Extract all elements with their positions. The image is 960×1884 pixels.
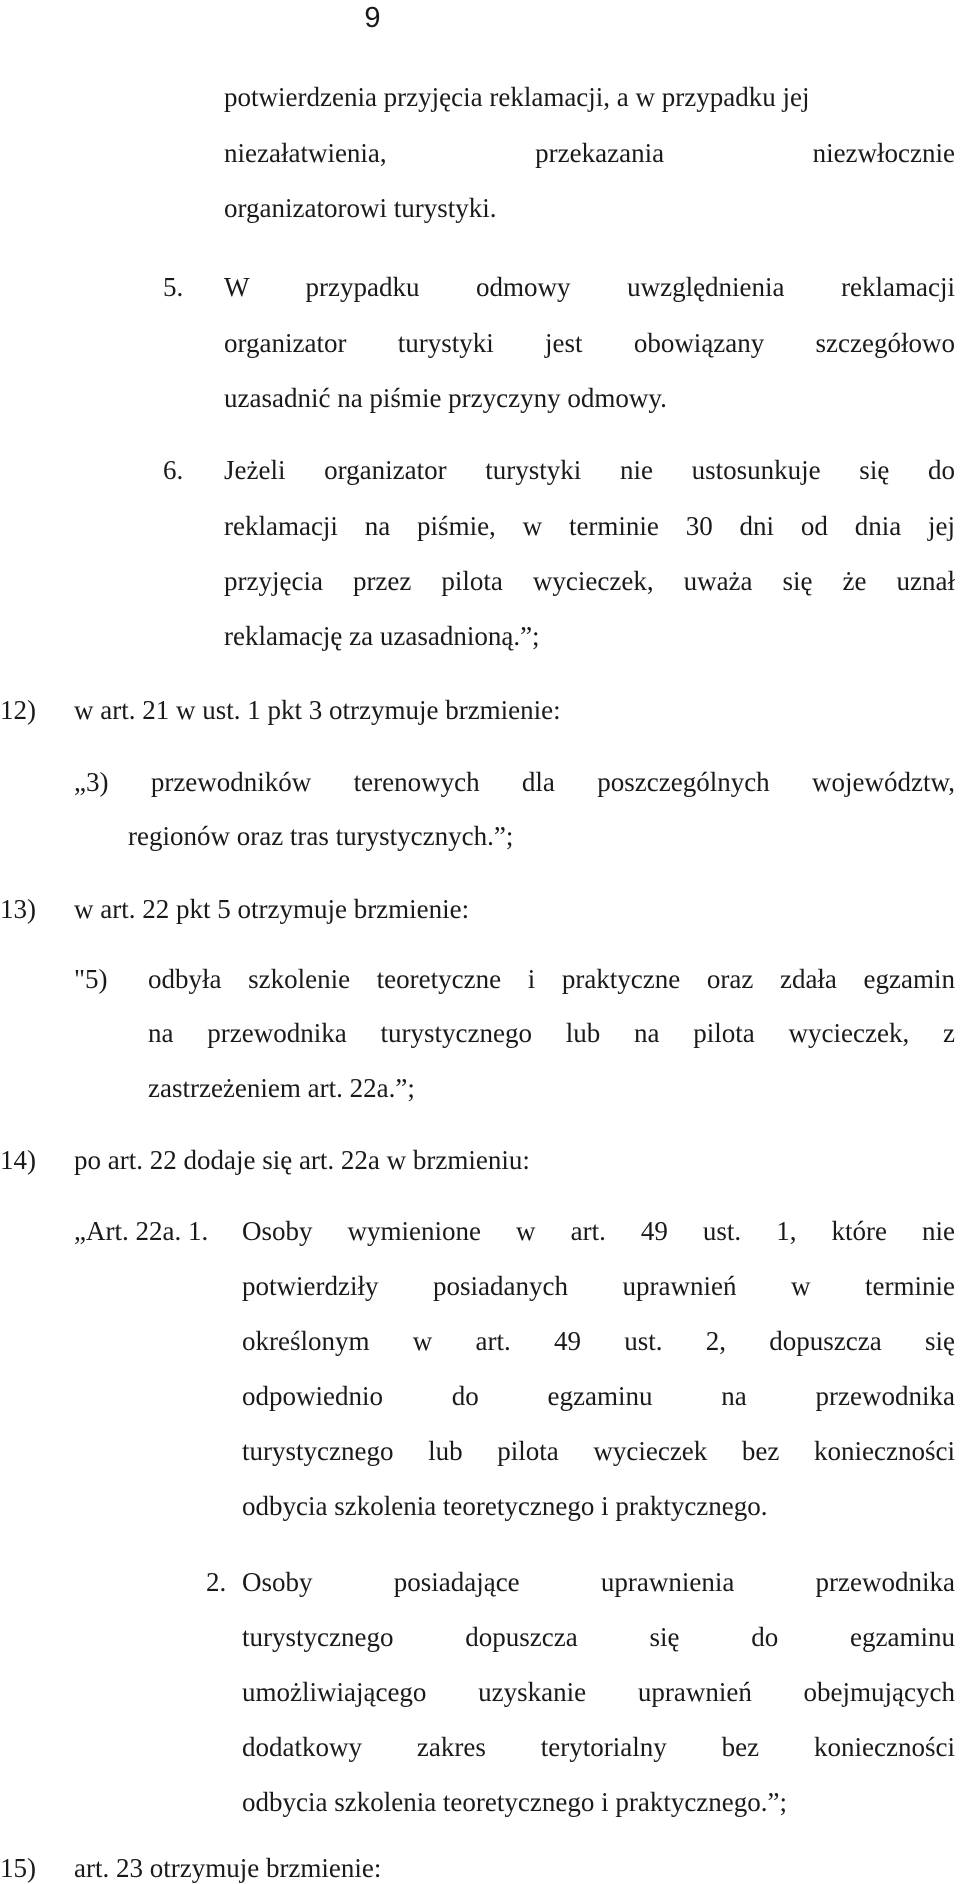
text-line: uzasadnić na piśmie przyczyny odmowy. xyxy=(224,383,667,413)
article-line: odbycia szkolenia teoretycznego i praktycznego. xyxy=(242,1491,768,1521)
point-number: 12) xyxy=(0,695,36,725)
article-line: odbycia szkolenia teoretycznego i praktycznego.”; xyxy=(242,1787,788,1817)
point-text: art. 23 otrzymuje brzmienie: xyxy=(74,1853,382,1883)
quote-line: na przewodnika turystycznego lub na pilota wycieczek, z xyxy=(148,1018,955,1048)
text-line: niezałatwienia, przekazania niezwłocznie xyxy=(224,138,955,168)
article-line: określonym w art. 49 ust. 2, dopuszcza się xyxy=(242,1326,955,1356)
paragraph-number: 2. xyxy=(206,1567,227,1597)
article-line: odpowiednio do egzaminu na przewodnika xyxy=(242,1381,955,1411)
point-text: po art. 22 dodaje się art. 22a w brzmieniu: xyxy=(74,1145,530,1175)
quote-line: regionów oraz tras turystycznych.”; xyxy=(128,821,514,851)
page-number: 9 xyxy=(364,2,381,34)
article-line: turystycznego lub pilota wycieczek bez konieczności xyxy=(242,1436,955,1466)
article-line: umożliwiającego uzyskanie uprawnień obejmujących xyxy=(242,1677,955,1707)
article-line: potwierdziły posiadanych uprawnień w terminie xyxy=(242,1271,955,1301)
text-line: W przypadku odmowy uwzględnienia reklamacji xyxy=(224,272,955,302)
article-line: dodatkowy zakres terytorialny bez konieczności xyxy=(242,1732,955,1762)
article-line: Osoby posiadające uprawnienia przewodnika xyxy=(242,1567,955,1597)
item-number: 5. xyxy=(163,272,184,302)
point-text: w art. 22 pkt 5 otrzymuje brzmienie: xyxy=(74,894,470,924)
text-line: organizatorowi turystyki. xyxy=(224,193,497,223)
point-number: 13) xyxy=(0,894,36,924)
text-line: reklamację za uzasadnioną.”; xyxy=(224,621,540,651)
point-number: 14) xyxy=(0,1145,36,1175)
text-line: reklamacji na piśmie, w terminie 30 dni od dnia jej xyxy=(224,511,955,541)
text-line: potwierdzenia przyjęcia reklamacji, a w przypadku jej xyxy=(224,82,810,112)
quote-line: zastrzeżeniem art. 22a.”; xyxy=(148,1073,415,1103)
article-label: „Art. 22a. 1. xyxy=(74,1216,209,1246)
quote-line: „3) przewodników terenowych dla poszczególnych województw, xyxy=(74,767,955,797)
text-line: Jeżeli organizator turystyki nie ustosunkuje się do xyxy=(224,455,955,485)
quote-line: odbyła szkolenie teoretyczne i praktyczne oraz zdała egzamin xyxy=(148,964,955,994)
sub-point-number: "5) xyxy=(74,964,108,994)
article-line: turystycznego dopuszcza się do egzaminu xyxy=(242,1622,955,1652)
point-text: w art. 21 w ust. 1 pkt 3 otrzymuje brzmienie: xyxy=(74,695,561,725)
article-line: Osoby wymienione w art. 49 ust. 1, które nie xyxy=(242,1216,955,1246)
text-line: przyjęcia przez pilota wycieczek, uważa się że uznał xyxy=(224,566,955,596)
item-number: 6. xyxy=(163,455,184,485)
point-number: 15) xyxy=(0,1853,36,1883)
text-line: organizator turystyki jest obowiązany szczegółowo xyxy=(224,328,955,358)
